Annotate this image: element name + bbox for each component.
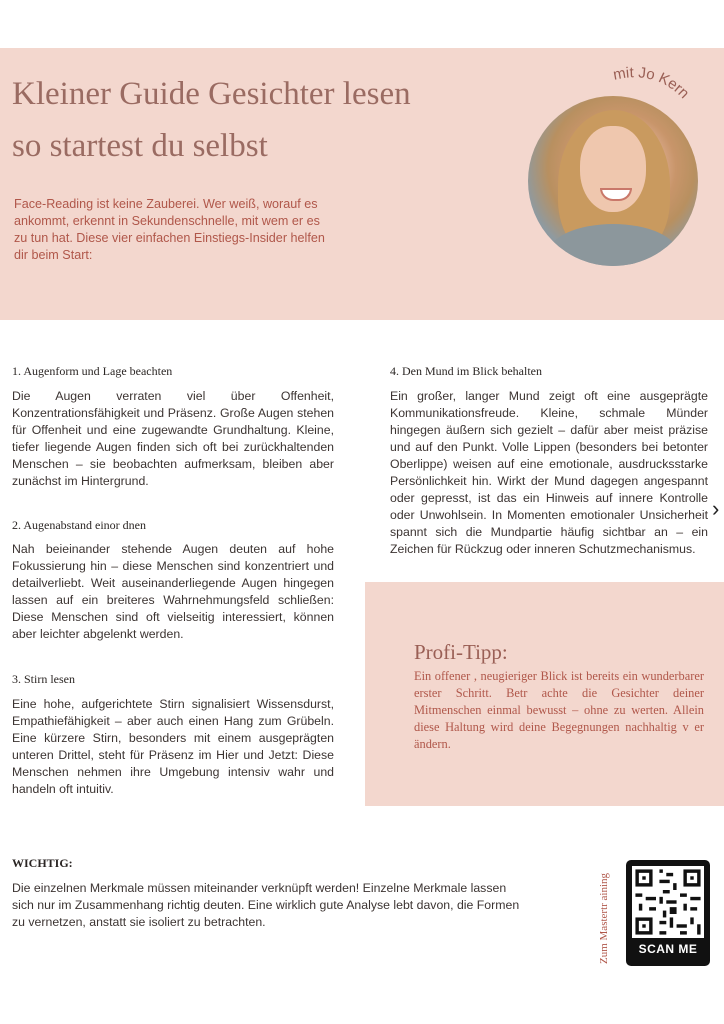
section-body-eye-shape: Die Augen verraten viel über Offenheit, Konzentrationsfähigkeit und Präsenz. Große Augen stehen für Offenheit und eine zugewandte Grundhaltung. Kleine, tiefer liegende Augen finden sich oft bei zurückhaltenden Menschen – sie beobachten aufmerksam, bleiben aber zunächst im Hintergrund. <box>12 389 334 488</box>
section-body-forehead: Eine hohe, aufgerichtete Stirn signalisiert Wissensdurst, Empathiefähigkeit – aber auch einen Hang zum Grübeln. Eine kürzere Stirn, besonders mit einem ausgeprägten unteren Drittel, steht für Präsenz im Hier und Jetzt: Diese Menschen nehmen ihre Umgebung intensiv wahr und handeln oft intuitiv. <box>12 697 334 796</box>
section-title-mouth: 4. Den Mund im Blick behalten <box>390 364 542 378</box>
section-body-mouth: Ein großer, langer Mund zeigt oft eine ausgeprägte Kommunikationsfreude. Kleine, schmale Münder hingegen äußern sich gezielt – dafür aber meist präzise und auf den Punkt. Volle Lippen (besonders bei betonter Oberlippe) weisen auf eine emotionale, ausdrucksstarke Persönlichkeit hin. Wirkt der Mund dagegen angespannt oder gepresst, ist das ein Hinweis auf innere Kontrolle oder Unwohlsein. In Momenten emotionaler Unsicherheit spannt sich die Mundpartie häufig sichtbar an – ein Zeichen für Rückzug oder inneren Schutzmechanismus. <box>390 389 708 556</box>
author-tagline-path: mit Jo Kern <box>611 64 693 103</box>
qr-code-pattern <box>632 866 704 938</box>
section-title-eye-distance: 2. Augenabstand einor dnen <box>12 518 146 532</box>
page-title-line-1: Kleiner Guide Gesichter lesen <box>12 76 411 112</box>
page-title-line-2: so startest du selbst <box>12 128 268 164</box>
qr-code[interactable] <box>626 860 710 966</box>
warning-title: WICHTIG: <box>12 856 73 870</box>
mastertraining-label: Zum Mastertr aining <box>598 872 610 964</box>
scan-me-label: SCAN ME <box>638 942 698 956</box>
warning-body: Die einzelnen Merkmale müssen miteinander verknüpft werden! Einzelne Merkmale lassen sich nur im Zusammenhang richtig deuten. Eine wirklich gute Analyse lebt davon, die Formen zu vernetzen, anstatt sie isoliert zu betrachten. <box>12 881 520 929</box>
tip-title: Profi-Tipp: <box>414 640 508 664</box>
author-portrait <box>528 96 698 266</box>
tip-body: Ein offener , neugieriger Blick ist bereits ein wunderbarer erster Schritt. Betr achte die Gesichter deiner Mitmenschen einmal bewusst – ohne zu werten. Allein diese Haltung wird deine Begegnungen nachhaltig v er ändern. <box>414 669 704 751</box>
section-body-eye-distance: Nah beieinander stehende Augen deuten auf hohe Fokussierung hin – diese Menschen sind konzentriert und detailverliebt. Weit auseinanderliegende Augen hingegen lassen auf ein breiteres Wahrnehmungsfeld schließen: Diese Menschen sind oft vielseitig interessiert, können aber leichter abgelenkt werden. <box>12 542 334 641</box>
section-title-forehead: 3. Stirn lesen <box>12 672 75 686</box>
next-page-arrow-icon[interactable]: › <box>712 496 720 521</box>
qr-code-icon <box>632 866 704 938</box>
section-title-eye-shape: 1. Augenform und Lage beachten <box>12 364 173 378</box>
intro-text: Face-Reading ist keine Zauberei. Wer weiß, worauf es ankommt, erkennt in Sekundenschnelle, mit wem er es zu tun hat. Diese vier einfachen Einstiegs-Insider helfen dir beim Start: <box>14 197 325 262</box>
